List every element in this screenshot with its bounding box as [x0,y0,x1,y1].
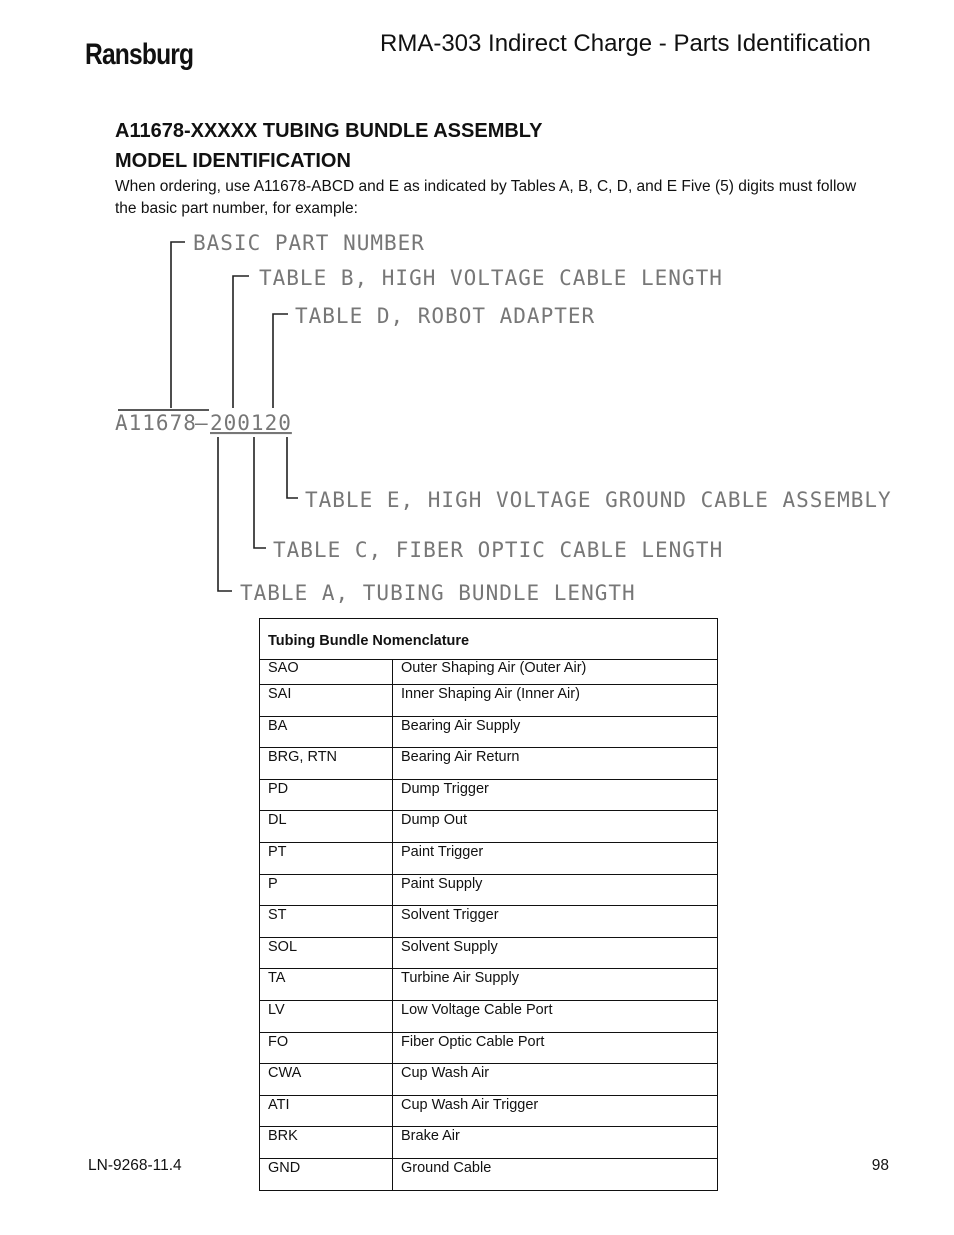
page-number: 98 [871,1157,889,1174]
leader-basic [171,242,185,408]
document-title: RMA-303 Indirect Charge - Parts Identification [380,30,871,57]
row-code: P [260,874,393,906]
row-description: Bearing Air Return [393,748,718,780]
row-code: CWA [260,1064,393,1096]
table-row [260,906,718,938]
section-subheading: MODEL IDENTIFICATION [115,150,351,172]
intro-paragraph: When ordering, use A11678-ABCD and E as indicated by Tables A, B, C, D, and E Five (5) digits must follow the basic part number, for example: [115,178,857,217]
row-code: TA [260,969,393,1001]
row-description: Solvent Trigger [393,906,718,938]
row-description: Low Voltage Cable Port [393,1000,718,1032]
leader-table-d [273,314,288,408]
table-title: Tubing Bundle Nomenclature [260,619,718,660]
label-table-a: TABLE A, TUBING BUNDLE LENGTH [240,581,636,605]
row-description: Dump Trigger [393,779,718,811]
label-basic-part-number: BASIC PART NUMBER [193,231,425,255]
table-row [260,1000,718,1032]
row-description: Fiber Optic Cable Port [393,1032,718,1064]
table-row [260,937,718,969]
table-row [260,660,718,685]
part-suffix: 200120 [210,411,292,435]
leader-table-a [218,437,232,591]
leader-table-c [254,437,266,548]
row-code: LV [260,1000,393,1032]
row-code: DL [260,811,393,843]
row-code: SAO [260,660,393,685]
row-description: Dump Out [393,811,718,843]
row-code: BRK [260,1127,393,1159]
row-description: Outer Shaping Air (Outer Air) [393,660,718,685]
label-table-d: TABLE D, ROBOT ADAPTER [295,304,596,328]
base-part-number: A11678 [115,411,197,435]
leader-table-b [233,276,249,408]
row-description: Ground Cable [393,1158,718,1190]
table-row [260,1095,718,1127]
row-description: Cup Wash Air [393,1064,718,1096]
table-row [260,716,718,748]
row-code: ST [260,906,393,938]
table-row [260,779,718,811]
table-row [260,748,718,780]
row-description: Inner Shaping Air (Inner Air) [393,685,718,717]
row-code: SOL [260,937,393,969]
row-code: FO [260,1032,393,1064]
row-code: BA [260,716,393,748]
label-table-c: TABLE C, FIBER OPTIC CABLE LENGTH [273,538,724,562]
part-dash: – [195,411,209,435]
table-row [260,842,718,874]
document-number: LN-9268-11.4 [88,1157,182,1174]
row-description: Paint Trigger [393,842,718,874]
table-row [260,1064,718,1096]
label-table-e: TABLE E, HIGH VOLTAGE GROUND CABLE ASSEMBLY [305,488,892,512]
row-code: PT [260,842,393,874]
table-row [260,874,718,906]
row-code: SAI [260,685,393,717]
table-row [260,685,718,717]
row-description: Bearing Air Supply [393,716,718,748]
table-row [260,1158,718,1190]
row-code: ATI [260,1095,393,1127]
row-description: Cup Wash Air Trigger [393,1095,718,1127]
row-description: Brake Air [393,1127,718,1159]
row-description: Turbine Air Supply [393,969,718,1001]
row-description: Solvent Supply [393,937,718,969]
table-row [260,1032,718,1064]
row-code: BRG, RTN [260,748,393,780]
table-row [260,811,718,843]
leader-table-e [287,437,298,498]
table-row [260,969,718,1001]
nomenclature-table [259,618,718,1191]
row-code: PD [260,779,393,811]
ransburg-logo: Ransburg [85,38,194,71]
row-description: Paint Supply [393,874,718,906]
label-table-b: TABLE B, HIGH VOLTAGE CABLE LENGTH [259,266,723,290]
row-code: GND [260,1158,393,1190]
table-row [260,1127,718,1159]
section-heading: A11678-XXXXX TUBING BUNDLE ASSEMBLY [115,120,543,142]
